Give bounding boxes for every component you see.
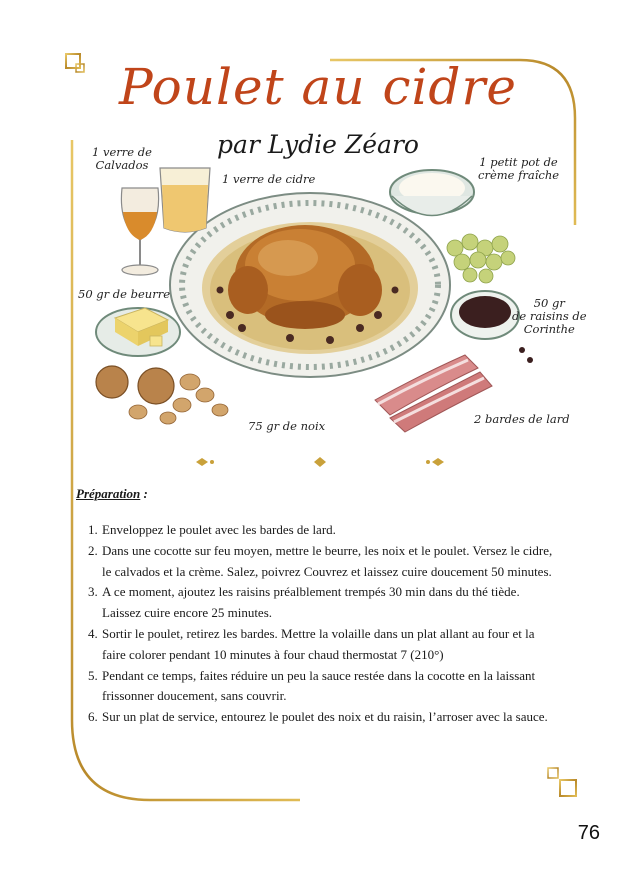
label-calvados: 1 verre de Calvados: [92, 145, 152, 172]
divider-ornament: [196, 457, 444, 467]
list-item: [88, 624, 558, 666]
page-title: Poulet au cidre: [119, 58, 517, 116]
list-item: [88, 582, 558, 624]
step-text: Dans une cocotte sur feu moyen, mettre le beurre, les noix et le poulet. Versez le cidre, le calvados et la crème. Salez, poivrez Couvrez et laissez cuire doucement 50 minutes.: [102, 542, 553, 579]
label-creme: 1 petit pot de crème fraîche: [478, 155, 560, 182]
step-text: A ce moment, ajoutez les raisins préalblement trempés 30 min dans du thé tiède. Laissez cuire encore 25 minutes.: [102, 584, 520, 621]
step-text: Pendant ce temps, faites réduire un peu la sauce restée dans la cocotte en la laissant frissonner doucement, sans couvrir.: [102, 667, 536, 704]
step-number: 4.: [88, 625, 98, 641]
label-raisins: 50 gr de raisins de Corinthe: [512, 296, 587, 336]
list-item: [88, 666, 558, 708]
step-text: Sur un plat de service, entourez le poulet des noix et du raisin, l’arroser avec la sauce.: [102, 709, 548, 725]
step-text: Sortir le poulet, retirez les bardes. Mettre la volaille dans un plat allant au four et la faire colorer pendant 10 minutes à four chaud thermostat 7 (210°): [102, 625, 535, 662]
calvados-glass: [121, 188, 158, 275]
preparation-heading: [76, 486, 148, 502]
list-item: [88, 707, 558, 728]
label-lard: 2 bardes de lard: [474, 412, 570, 426]
butter-dish: [96, 308, 180, 356]
step-number: 6.: [88, 709, 98, 725]
author-line: par Lydie Zéaro: [217, 130, 419, 159]
cream-bowl: [390, 170, 474, 216]
grapes: [447, 234, 515, 283]
label-cidre: 1 verre de cidre: [222, 172, 316, 186]
preparation-steps: [88, 520, 558, 728]
label-beurre: 50 gr de beurre: [78, 287, 170, 301]
cider-glass: [160, 168, 210, 232]
label-noix: 75 gr de noix: [248, 419, 326, 433]
preparation-heading-text: Préparation: [76, 486, 141, 501]
step-text: Enveloppez le poulet avec les bardes de lard.: [102, 522, 336, 537]
walnuts: [96, 366, 228, 424]
step-number: 5.: [88, 667, 98, 683]
page-number: 76: [577, 822, 600, 844]
list-item: [88, 520, 558, 541]
step-number: 1.: [88, 522, 98, 537]
preparation-heading-suffix: :: [140, 486, 148, 501]
step-number: 3.: [88, 584, 98, 600]
step-number: 2.: [88, 542, 98, 558]
list-item: [88, 541, 558, 583]
